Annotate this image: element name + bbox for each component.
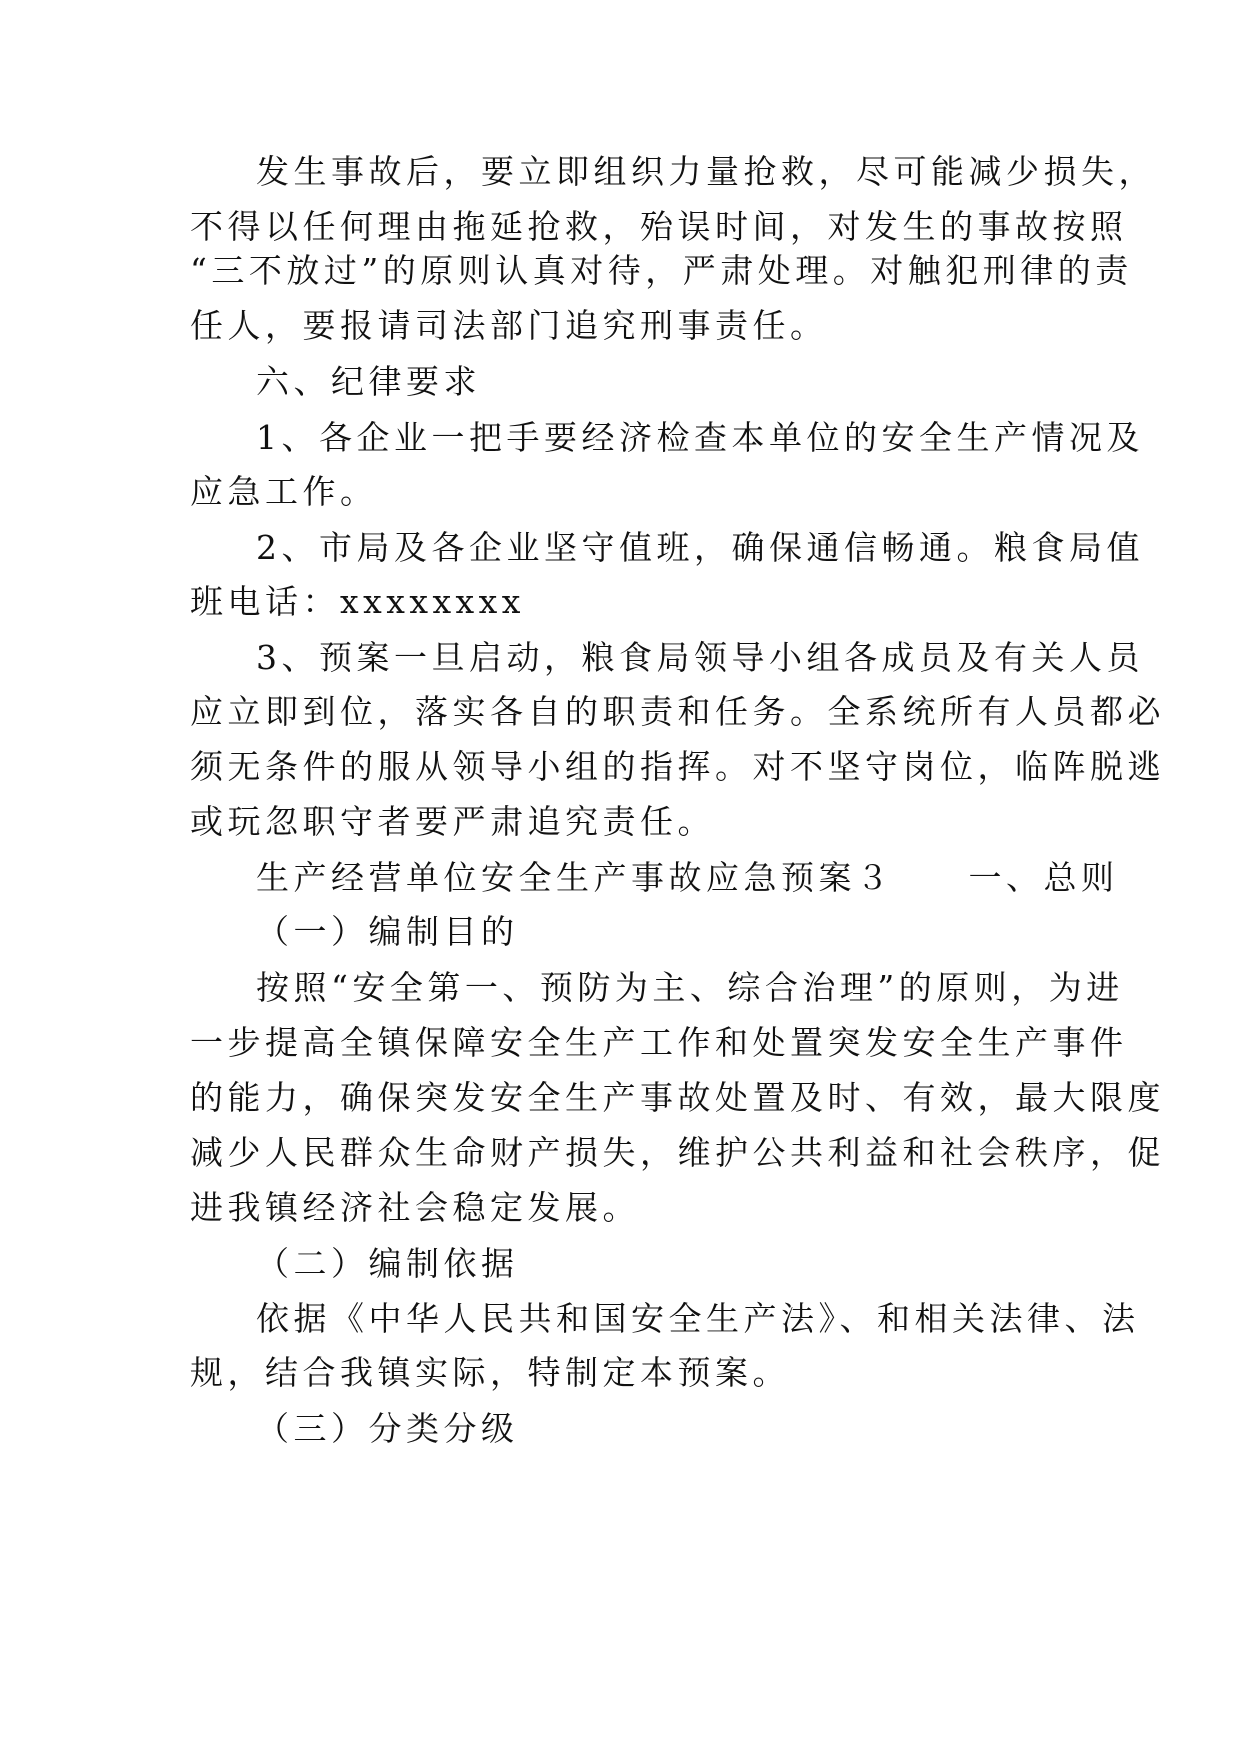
list-item-line: 3、预案一旦启动，粮食局领导小组各成员及有关人员 [256, 638, 1144, 677]
paragraph-line: 按照“安全第一、预防为主、综合治理”的原则，为进 [256, 968, 1124, 1007]
list-item-line: 应急工作。 [190, 472, 378, 511]
section-heading: 六、纪律要求 [256, 362, 481, 401]
subsection-heading: （三）分类分级 [256, 1409, 519, 1448]
plan-title: 生产经营单位安全生产事故应急预案３ 一、总则 [256, 858, 1119, 897]
list-item-line: 或玩忽职守者要严肃追究责任。 [190, 802, 715, 841]
list-item-line: 2、市局及各企业坚守值班，确保通信畅通。粮食局值 [256, 528, 1144, 567]
paragraph-line: 进我镇经济社会稳定发展。 [190, 1188, 640, 1227]
paragraph-line: 减少人民群众生命财产损失，维护公共利益和社会秩序，促 [190, 1133, 1165, 1172]
list-item-line: 须无条件的服从领导小组的指挥。对不坚守岗位，临阵脱逃 [190, 747, 1165, 786]
paragraph-line: 发生事故后，要立即组织力量抢救，尽可能减少损失， [256, 152, 1156, 191]
list-item-line: 1、各企业一把手要经济检查本单位的安全生产情况及 [256, 418, 1144, 457]
paragraph-line: 的能力，确保突发安全生产事故处置及时、有效，最大限度 [190, 1078, 1165, 1117]
list-item-line: 班电话：xxxxxxxx [190, 582, 525, 621]
paragraph-line: 任人，要报请司法部门追究刑事责任。 [190, 306, 828, 345]
paragraph-line: 一步提高全镇保障安全生产工作和处置突发安全生产事件 [190, 1023, 1128, 1062]
paragraph-line: “三不放过”的原则认真对待，严肃处理。对触犯刑律的责 [190, 251, 1133, 290]
list-item-line: 应立即到位，落实各自的职责和任务。全系统所有人员都必 [190, 692, 1165, 731]
paragraph-line: 规，结合我镇实际，特制定本预案。 [190, 1353, 790, 1392]
subsection-heading: （一）编制目的 [256, 912, 519, 951]
paragraph-line: 依据《中华人民共和国安全生产法》、和相关法律、法 [256, 1299, 1140, 1338]
subsection-heading: （二）编制依据 [256, 1244, 519, 1283]
paragraph-line: 不得以任何理由拖延抢救，殆误时间，对发生的事故按照 [190, 207, 1128, 246]
